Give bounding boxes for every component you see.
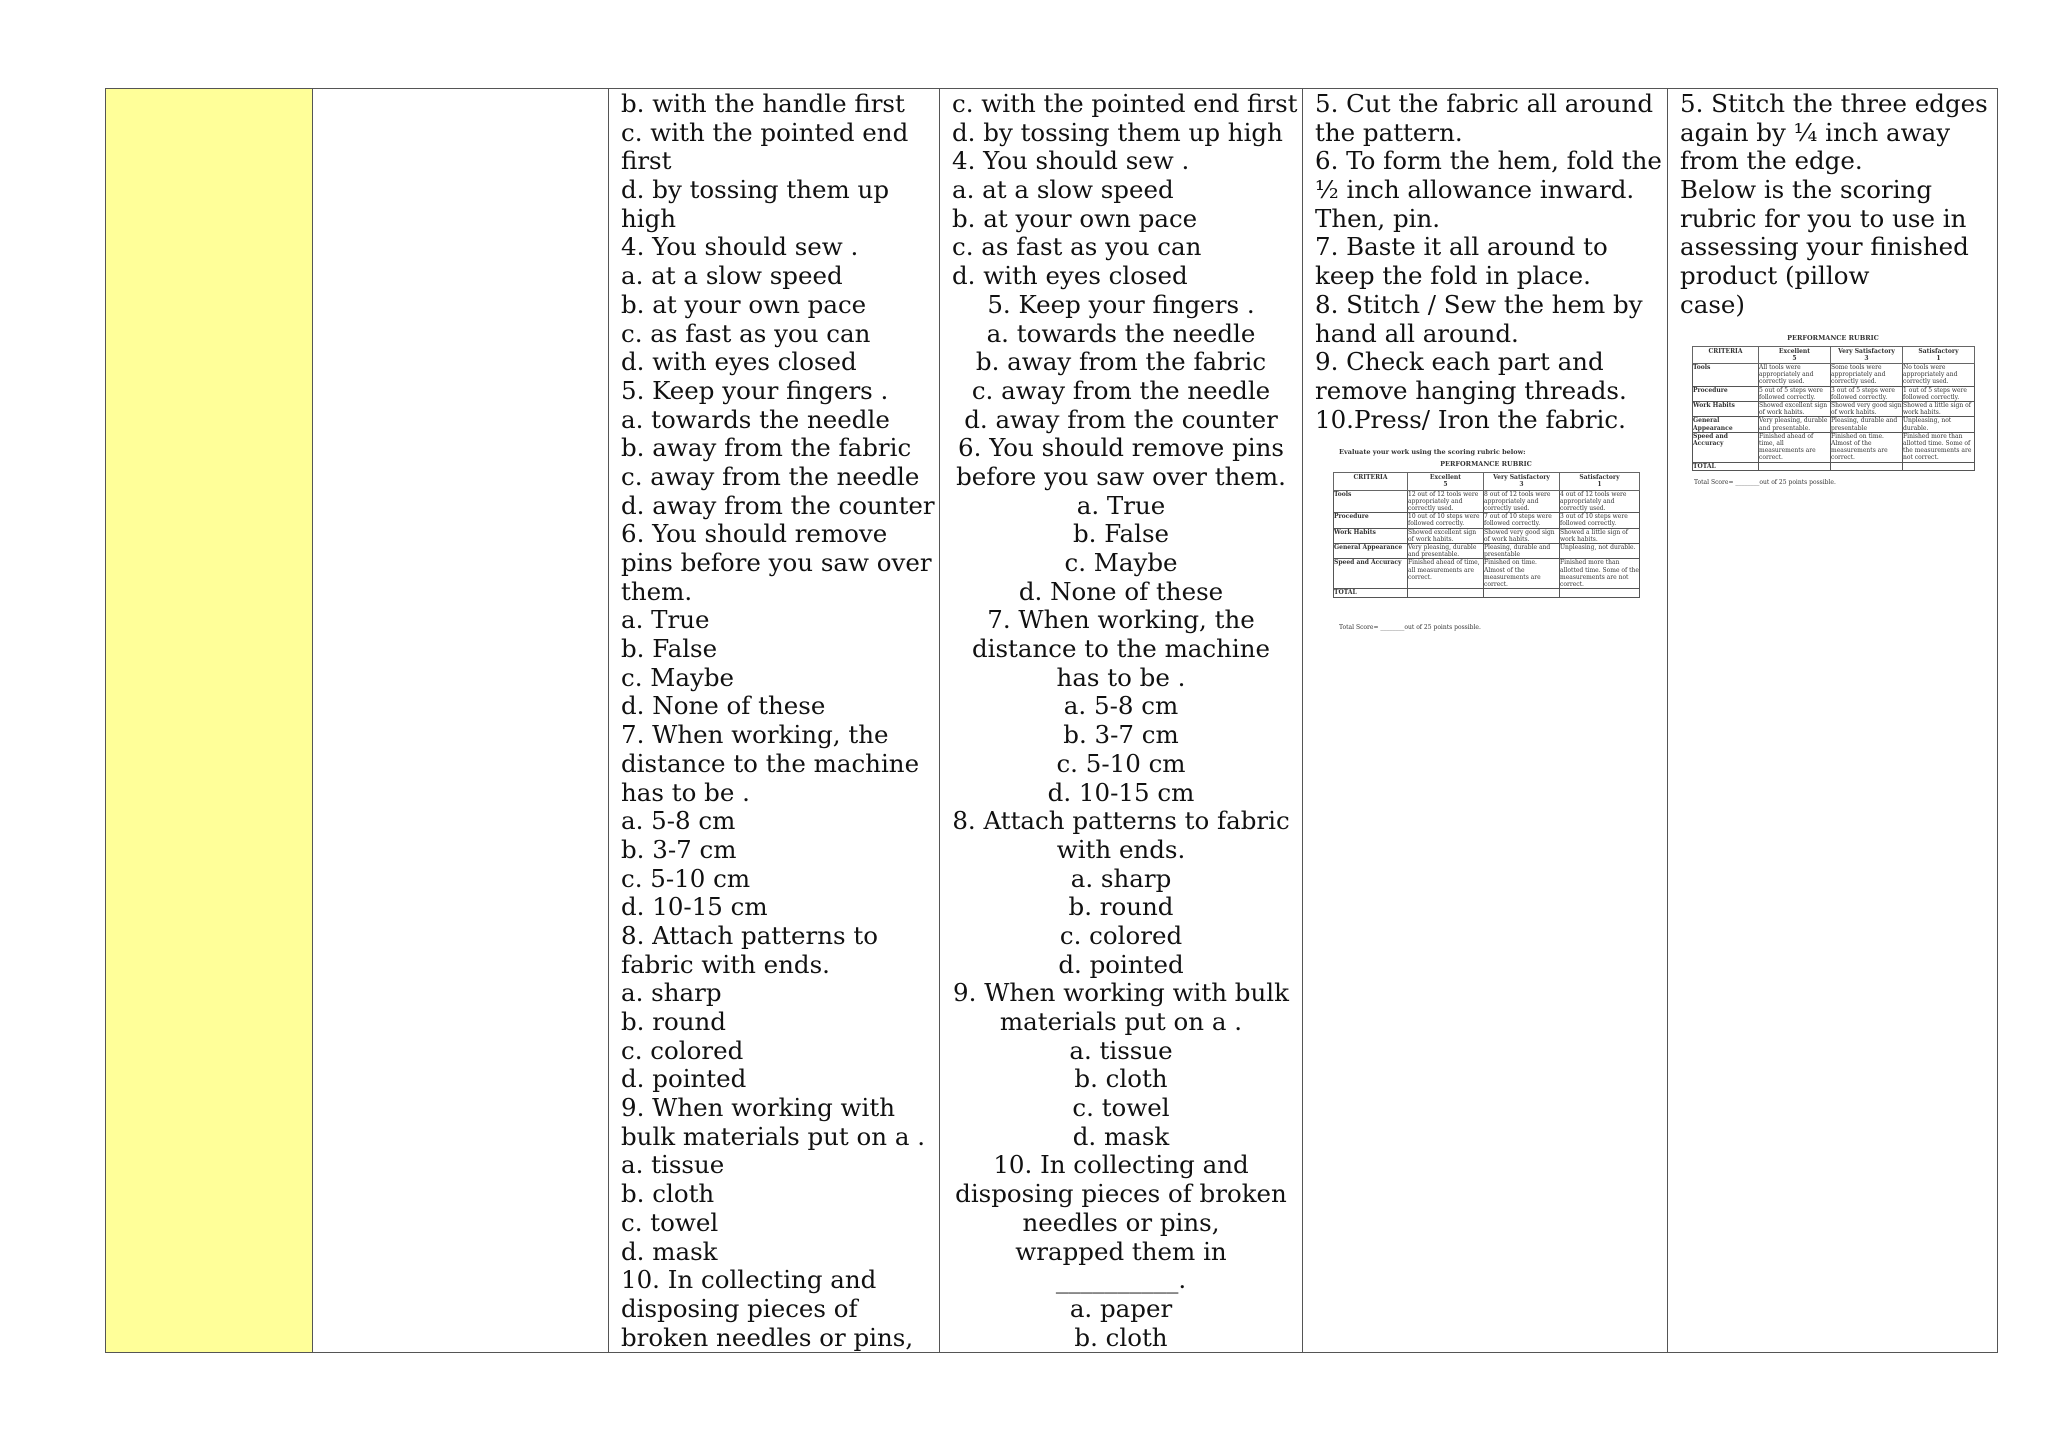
rubric-cell: Pleasing, durable and presentable [1484, 544, 1560, 559]
rubric-header-row [1334, 473, 1640, 490]
text-line: 5. Cut the fabric all around [1315, 89, 1654, 118]
text-line: 6. To form the hem, fold the [1315, 146, 1662, 176]
rubric-criteria: Work Habits [1334, 528, 1408, 543]
rubric-header-cell: CRITERIA [1334, 473, 1408, 490]
text-line: Below is the scoring [1680, 175, 1933, 205]
rubric-row [1693, 386, 1975, 401]
text-line: d. 10-15 cm [621, 892, 768, 922]
text-line: b. False [1072, 519, 1170, 549]
text-line: 10. In collecting and [621, 1265, 877, 1295]
text-line: b. False [621, 634, 718, 664]
text-line: 7. Baste it all around to [1315, 232, 1608, 262]
rubric-criteria: Procedure [1334, 513, 1408, 528]
rubric-cell: Unpleasing, not durable. [1560, 544, 1640, 559]
rubric-row [1693, 417, 1975, 432]
text-line: case) [1680, 289, 1745, 319]
rubric-image-a [1333, 448, 1667, 630]
text-line: fabric with ends. [621, 949, 830, 979]
text-line: distance to the machine [971, 634, 1271, 664]
empty-cell [313, 89, 609, 1353]
rubric-criteria: Tools [1334, 490, 1408, 513]
text-line: 6. You should remove [621, 519, 888, 549]
text-line: d. with eyes closed [621, 347, 857, 377]
text-line: d. by tossing them up [621, 175, 890, 205]
rubric-header-cell: Satisfactory 1 [1903, 346, 1975, 363]
rubric-total-cell [1484, 589, 1560, 597]
table-row [106, 89, 1998, 1353]
text-line: d. None of these [621, 691, 826, 721]
text-line: bulk materials put on a . [621, 1121, 926, 1151]
text-line: has to be . [1056, 662, 1186, 692]
text-line: d. away from the counter [621, 490, 935, 520]
text-line: a. True [621, 605, 710, 635]
text-line: a. tissue [621, 1150, 725, 1180]
text-line: 9. When working with bulk [953, 978, 1289, 1008]
text-line: assessing your finished [1680, 232, 1969, 262]
rubric-header-cell: CRITERIA [1693, 346, 1759, 363]
text-line: with ends. [1056, 834, 1186, 864]
rubric-row [1693, 401, 1975, 416]
text-line: 5. Keep your fingers . [621, 375, 889, 405]
rubric-cell: 8 out of 12 tools were appropriately and correctly used. [1484, 490, 1560, 513]
rubric-cell: Finished on time. Almost of the measurements are correct. [1484, 559, 1560, 589]
text-line: c. 5-10 cm [1056, 748, 1186, 778]
rubric-total-cell [1903, 462, 1975, 470]
text-line: d. 10-15 cm [1047, 777, 1195, 807]
text-line: 5. Keep your fingers . [987, 289, 1255, 319]
text-line: has to be . [621, 777, 750, 807]
text-line: d. away from the counter [964, 404, 1278, 434]
rubric-cell: Showed a little sign of work habits. [1560, 528, 1640, 543]
text-line: b. at your own pace [952, 203, 1198, 233]
rubric-cell: Showed very good sign of work habits. [1484, 528, 1560, 543]
text-line: 7. When working, the [987, 605, 1255, 635]
text-line: a. tissue [1069, 1035, 1173, 1065]
text-line: c. Maybe [621, 662, 735, 692]
text-line: disposing pieces of broken [955, 1179, 1287, 1209]
text-line: 4. You should sew . [621, 232, 859, 262]
text-line: d. by tossing them up high [952, 117, 1283, 147]
rubric-cell: 7 out of 10 steps were followed correctly. [1484, 513, 1560, 528]
text-line: d. None of these [1018, 576, 1224, 606]
text-line: c. colored [1059, 920, 1183, 950]
text-line: c. away from the needle [621, 461, 920, 491]
text-line: ½ inch allowance inward. [1315, 175, 1635, 205]
rubric-cell: 12 out of 12 tools were appropriately and correctly used. [1408, 490, 1484, 513]
rubric-cell: Finished ahead of time, all measurements are correct. [1759, 432, 1831, 462]
text-line: 7. When working, the [621, 720, 889, 750]
text-line: b. round [621, 1007, 726, 1036]
text-line: b. 3-7 cm [1063, 720, 1179, 750]
rubric-row [1334, 490, 1640, 513]
text-line: a. sharp [621, 978, 722, 1008]
rubric-cell: No tools were appropriately and correctly used. [1903, 363, 1975, 386]
text-line: c. towel [1072, 1093, 1170, 1123]
rubric-title: PERFORMANCE RUBRIC [1440, 460, 1532, 469]
text-line: 8. Stitch / Sew the hem by [1315, 289, 1643, 319]
text-line: b. 3-7 cm [621, 834, 737, 864]
rubric-total-cell [1831, 462, 1903, 470]
text-line: again by ¼ inch away [1680, 117, 1951, 147]
rubric-total-score: Total Score= ________out of 25 points possible. [1339, 623, 1481, 631]
rubric-criteria: Tools [1693, 363, 1759, 386]
text-line: c. Maybe [1064, 548, 1178, 577]
text-line: a. at a slow speed [621, 261, 843, 291]
rubric-row [1693, 432, 1975, 462]
rubric-criteria: General Appearance [1334, 544, 1408, 559]
text-line: b. away from the fabric [975, 347, 1267, 377]
lesson-plan-table [105, 88, 1998, 1353]
text-line: b. away from the fabric [621, 433, 912, 463]
rubric-criteria: Speed and Accuracy [1693, 432, 1759, 462]
rubric-cell: Pleasing, durable and presentable [1831, 417, 1903, 432]
rubric-header-cell: Excellent 5 [1408, 473, 1484, 490]
text-line: b. cloth [1074, 1064, 1168, 1094]
procedure-column [1303, 89, 1668, 1353]
text-line: a. True [1076, 490, 1166, 520]
rubric-total-label: TOTAL [1334, 589, 1408, 597]
text-line: c. as fast as you can [952, 232, 1202, 262]
text-line: broken needles or pins, [621, 1322, 914, 1352]
instructions-column [1668, 89, 1998, 1353]
text-line: d. with eyes closed [952, 261, 1188, 291]
text-line: c. with the pointed end [621, 117, 909, 147]
rubric-cell: Finished more than allotted time. Some of the measurements are not correct. [1560, 559, 1639, 589]
rubric-header-cell: Very Satisfactory 3 [1831, 346, 1903, 363]
rubric-total-cell [1560, 589, 1640, 597]
text-line: c. colored [621, 1035, 744, 1065]
rubric-cell: 4 out of 12 tools were appropriately and correctly used. [1560, 490, 1640, 513]
text-line: c. towel [621, 1207, 719, 1237]
rubric-cell: 1 out of 5 steps were followed correctly. [1903, 386, 1975, 401]
text-line: a. sharp [1070, 863, 1172, 893]
text-line: keep the fold in place. [1315, 261, 1591, 291]
rubric-cell: Very pleasing, durable and presentable. [1759, 417, 1831, 432]
text-line: b. with the handle first [621, 89, 905, 118]
rubric-row [1334, 559, 1640, 589]
text-line: 10. In collecting and [993, 1150, 1249, 1180]
text-line: 4. You should sew . [952, 146, 1190, 176]
text-line: d. mask [621, 1236, 718, 1266]
text-line: product (pillow [1680, 261, 1870, 291]
rubric-cell: Showed excellent sign of work habits. [1408, 528, 1484, 543]
text-line: 5. Stitch the three edges [1680, 89, 1988, 118]
rubric-table [1692, 346, 1975, 471]
rubric-cell: Unpleasing, not durable. [1903, 417, 1975, 432]
rubric-total-cell [1408, 589, 1484, 597]
rubric-cell: Some tools were appropriately and correctly used. [1831, 363, 1903, 386]
rubric-criteria: General Appearance [1693, 417, 1759, 432]
rubric-cell: Finished ahead of time, all measurements are correct. [1408, 559, 1484, 589]
highlighted-empty-cell [106, 89, 313, 1353]
rubric-cell: 3 out of 10 steps were followed correctly. [1560, 513, 1640, 528]
rubric-total-row [1693, 462, 1975, 470]
rubric-header-cell: Very Satisfactory 3 [1484, 473, 1560, 490]
text-line: before you saw over them. [956, 461, 1286, 491]
text-line: d. mask [1072, 1121, 1170, 1151]
text-line: d. pointed [1058, 949, 1184, 979]
text-line: 8. Attach patterns to [621, 920, 878, 950]
rubric-total-cell [1759, 462, 1831, 470]
rubric-caption: Evaluate your work using the scoring rubric below: [1339, 448, 1526, 457]
rubric-cell: All tools were appropriately and correctly used. [1759, 363, 1831, 386]
rubric-cell: 3 out of 5 steps were followed correctly. [1831, 386, 1903, 401]
rubric-image-b [1692, 334, 1997, 486]
rubric-cell: Very pleasing, durable and presentable. [1408, 544, 1484, 559]
rubric-row [1693, 363, 1975, 386]
rubric-row [1334, 513, 1640, 528]
text-line: a. at a slow speed [952, 175, 1174, 205]
text-line: high [621, 203, 677, 233]
text-line: a. paper [1069, 1293, 1173, 1323]
rubric-header-cell: Satisfactory 1 [1560, 473, 1640, 490]
text-line: 9. When working with [621, 1093, 895, 1123]
rubric-total-score: Total Score= ________out of 25 points possible. [1694, 478, 1836, 486]
rubric-total-label: TOTAL [1693, 462, 1759, 470]
rubric-cell: Showed excellent sign of work habits. [1759, 401, 1831, 416]
text-line: b. round [1068, 892, 1174, 922]
text-line: the pattern. [1315, 117, 1463, 147]
text-line: a. 5-8 cm [1063, 691, 1179, 721]
text-line: first [621, 146, 672, 176]
text-line: c. 5-10 cm [621, 863, 751, 893]
rubric-header-cell: Excellent 5 [1759, 346, 1831, 363]
rubric-criteria: Speed and Accuracy [1334, 559, 1408, 589]
text-line: a. towards the needle [621, 404, 890, 434]
text-line: them. [621, 576, 693, 606]
text-line: remove hanging threads. [1315, 375, 1627, 405]
text-line: __________. [1055, 1265, 1187, 1295]
text-line: b. at your own pace [621, 289, 867, 319]
rubric-cell: Showed very good sign of work habits. [1831, 401, 1902, 417]
rubric-criteria: Procedure [1693, 386, 1759, 401]
rubric-table [1333, 472, 1640, 597]
rubric-title: PERFORMANCE RUBRIC [1787, 333, 1879, 342]
rubric-cell: Finished on time. Almost of the measurements are correct. [1831, 432, 1903, 462]
text-line: materials put on a . [999, 1007, 1243, 1036]
text-line: wrapped them in [1015, 1236, 1227, 1266]
text-line: b. cloth [1074, 1322, 1168, 1352]
rubric-cell: Showed a little sign of work habits. [1903, 401, 1975, 416]
rubric-row [1334, 528, 1640, 543]
text-line: c. as fast as you can [621, 318, 871, 348]
text-line: distance to the machine [621, 748, 920, 778]
text-line: disposing pieces of [621, 1293, 858, 1323]
text-line: 8. Attach patterns to fabric [952, 806, 1290, 836]
rubric-total-row [1334, 589, 1640, 597]
quiz-column-1 [609, 89, 940, 1353]
text-line: c. with the pointed end first [952, 89, 1298, 118]
text-line: rubric for you to use in [1680, 203, 1967, 233]
text-line: c. away from the needle [971, 375, 1271, 405]
text-line: b. cloth [621, 1179, 715, 1209]
text-line: a. towards the needle [986, 318, 1256, 348]
text-line: d. pointed [621, 1064, 747, 1094]
text-line: 9. Check each part and [1315, 347, 1604, 377]
rubric-row [1334, 544, 1640, 559]
rubric-cell: 10 out of 10 steps were followed correctly. [1408, 513, 1484, 528]
rubric-cell: Finished more than allotted time. Some of the measurements are not correct. [1903, 432, 1975, 462]
text-line: hand all around. [1315, 318, 1519, 348]
text-line: needles or pins, [1022, 1207, 1220, 1237]
rubric-criteria: Work Habits [1693, 401, 1759, 416]
rubric-cell: 5 out of 5 steps were followed correctly. [1759, 386, 1831, 401]
text-line: a. 5-8 cm [621, 806, 736, 836]
text-line: 10.Press/ Iron the fabric. [1315, 404, 1626, 434]
text-line: 6. You should remove pins [958, 433, 1284, 463]
rubric-header-row [1693, 346, 1975, 363]
quiz-column-2 [940, 89, 1303, 1353]
text-line: pins before you saw over [621, 548, 932, 577]
text-line: Then, pin. [1315, 203, 1441, 233]
text-line: from the edge. [1680, 146, 1863, 176]
